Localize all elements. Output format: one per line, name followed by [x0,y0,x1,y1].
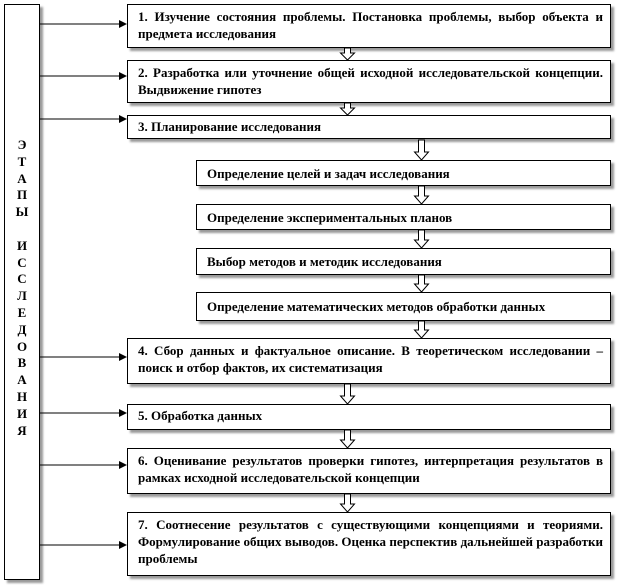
stages-sidebar [4,4,40,580]
down-arrow-9 [341,430,355,448]
down-arrow-2 [341,103,355,115]
substep-3-box [196,248,611,275]
down-arrow-1 [341,48,355,60]
sidebar-letter: Т [17,153,27,169]
down-arrow-10 [341,494,355,512]
substep-2-text: Определение экспериментальных планов [207,209,453,225]
sidebar-letter: Л [17,288,27,304]
down-arrow-3 [415,140,429,160]
down-arrow-8 [341,384,355,404]
sidebar-letter: Е [17,304,27,320]
step-7-box [127,512,611,576]
sidebar-letter: И [16,405,28,421]
step-7-text: 7. Соотнесение результатов с существующими концепциями и теориями. Формулирование общих выводов. Оценка перспектив дальнейшей разработки проблемы [138,517,603,566]
substep-2-box [196,204,611,230]
step-2-text: 2. Разработка или уточнение общей исходной исследовательской концепции. Выдвижение гипотез [138,65,603,97]
sidebar-letter: Н [16,388,28,404]
step-3-text: 3. Планирование исследования [138,119,322,134]
down-arrow-7 [415,321,429,338]
down-arrow-6 [415,275,429,292]
step-6-box [127,448,611,494]
substep-1-text: Определение целей и задач исследования [207,165,450,181]
sidebar-letter: А [17,372,27,388]
down-arrow-4 [415,186,429,204]
sidebar-letter: Э [17,137,27,152]
sidebar-letter: И [16,237,28,253]
down-arrow-5 [415,230,429,248]
step-6-text: 6. Оценивание результатов проверки гипотез, интерпретация результатов в рамках исходной исследовательской концепции [138,453,603,485]
substep-3-text: Выбор методов и методик исследования [207,254,442,269]
step-1-box [127,4,611,48]
substep-1-box [196,160,611,186]
sidebar-letter: С [17,271,27,287]
sidebar-letter: Ы [15,204,29,220]
substep-4-box [196,292,611,321]
sidebar-letter: В [17,355,27,371]
step-5-text: 5. Обработка данных [138,408,263,423]
step-4-text: 4. Сбор данных и фактуальное описание. В теоретическом исследовании – поиск и отбор фактов, их систематизация [138,343,603,375]
sidebar-letter: Д [17,321,27,337]
step-2-box [127,60,611,103]
step-4-box [127,338,611,384]
step-5-box [127,404,611,430]
step-1-text: 1. Изучение состояния проблемы. Постановка проблемы, выбор объекта и предмета исследования [138,9,603,41]
sidebar-letter: Я [17,422,27,438]
step-3-box [127,115,611,139]
sidebar-letter: С [17,254,27,270]
sidebar-letter: О [16,338,28,354]
substep-4-text: Определение математических методов обработки данных [207,299,546,314]
sidebar-letter: П [16,187,28,203]
sidebar-title [5,137,39,439]
sidebar-letter: А [17,170,27,186]
